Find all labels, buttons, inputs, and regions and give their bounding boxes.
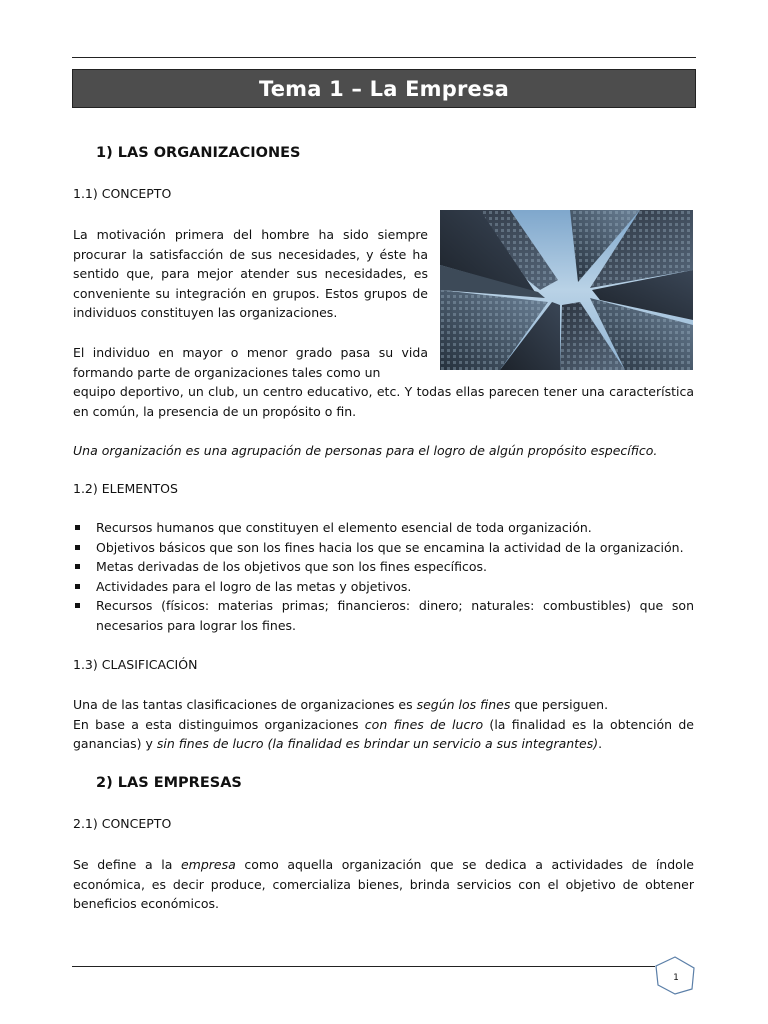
subheading-concepto-empresa: 2.1) CONCEPTO: [73, 816, 172, 831]
header-rule: [72, 57, 696, 58]
section-heading-empresas: 2) LAS EMPRESAS: [96, 775, 242, 791]
skyscrapers-photo: [440, 210, 693, 370]
subheading-concepto: 1.1) CONCEPTO: [73, 186, 172, 201]
section-heading-organizaciones: 1) LAS ORGANIZACIONES: [96, 145, 301, 161]
elements-list: [73, 518, 694, 636]
bullet-square-icon: [75, 545, 80, 550]
subheading-clasificacion: 1.3) CLASIFICACIÓN: [73, 657, 198, 672]
bullet-square-icon: [75, 564, 80, 569]
list-item: Metas derivadas de los objetivos que son los fines específicos.: [73, 557, 694, 577]
list-item: Recursos (físicos: materias primas; financieros: dinero; naturales: combustibles) que son necesarios para lograr los fines.: [73, 596, 694, 635]
paragraph-empresa: Se define a la empresa como aquella organización que se dedica a actividades de índole económica, es decir produce, comercializa bienes, brinda servicios con el objetivo de obtener beneficios económicos.: [73, 857, 694, 912]
definition-organizacion: Una organización es una agrupación de personas para el logro de algún propósito específico.: [73, 443, 658, 458]
bullet-square-icon: [75, 603, 80, 608]
page-number-badge: [654, 955, 696, 997]
paragraph-individuo-end: equipo deportivo, un club, un centro educativo, etc. Y todas ellas parecen tener una característica en común, la presencia de un propósito o fin.: [73, 384, 694, 419]
subheading-elementos: 1.2) ELEMENTOS: [73, 481, 178, 496]
list-item: Recursos humanos que constituyen el elemento esencial de toda organización.: [73, 518, 694, 538]
bullet-square-icon: [75, 525, 80, 530]
list-item: Actividades para el logro de las metas y objetivos.: [73, 577, 694, 597]
footer-rule: [72, 966, 655, 967]
paragraph-clasificacion: Una de las tantas clasificaciones de organizaciones es según los fines que persiguen. En base a esta distinguimos organizaciones con fines de lucro (la finalidad es la obtención de ganancias) y sin fines de lucro (la finalidad es brindar un servicio a sus integrantes).: [73, 697, 694, 752]
page-title: Tema 1 – La Empresa: [258, 76, 510, 101]
list-item: Objetivos básicos que son los fines hacia los que se encamina la actividad de la organización.: [73, 538, 694, 558]
page-number: 1: [673, 973, 679, 983]
bullet-square-icon: [75, 584, 80, 589]
paragraph-motivacion: La motivación primera del hombre ha sido siempre procurar la satisfacción de sus necesidades, y éste ha sentido que, para mejor atender sus necesidades, es conveniente su integración en grupos. Estos grupos de individuos constituyen las organizaciones.: [73, 227, 428, 321]
title-bar: [72, 69, 696, 108]
page-badge-icon: [654, 955, 696, 997]
paragraph-individuo-start: El individuo en mayor o menor grado pasa su vida formando parte de organizaciones tales como un: [73, 345, 428, 380]
